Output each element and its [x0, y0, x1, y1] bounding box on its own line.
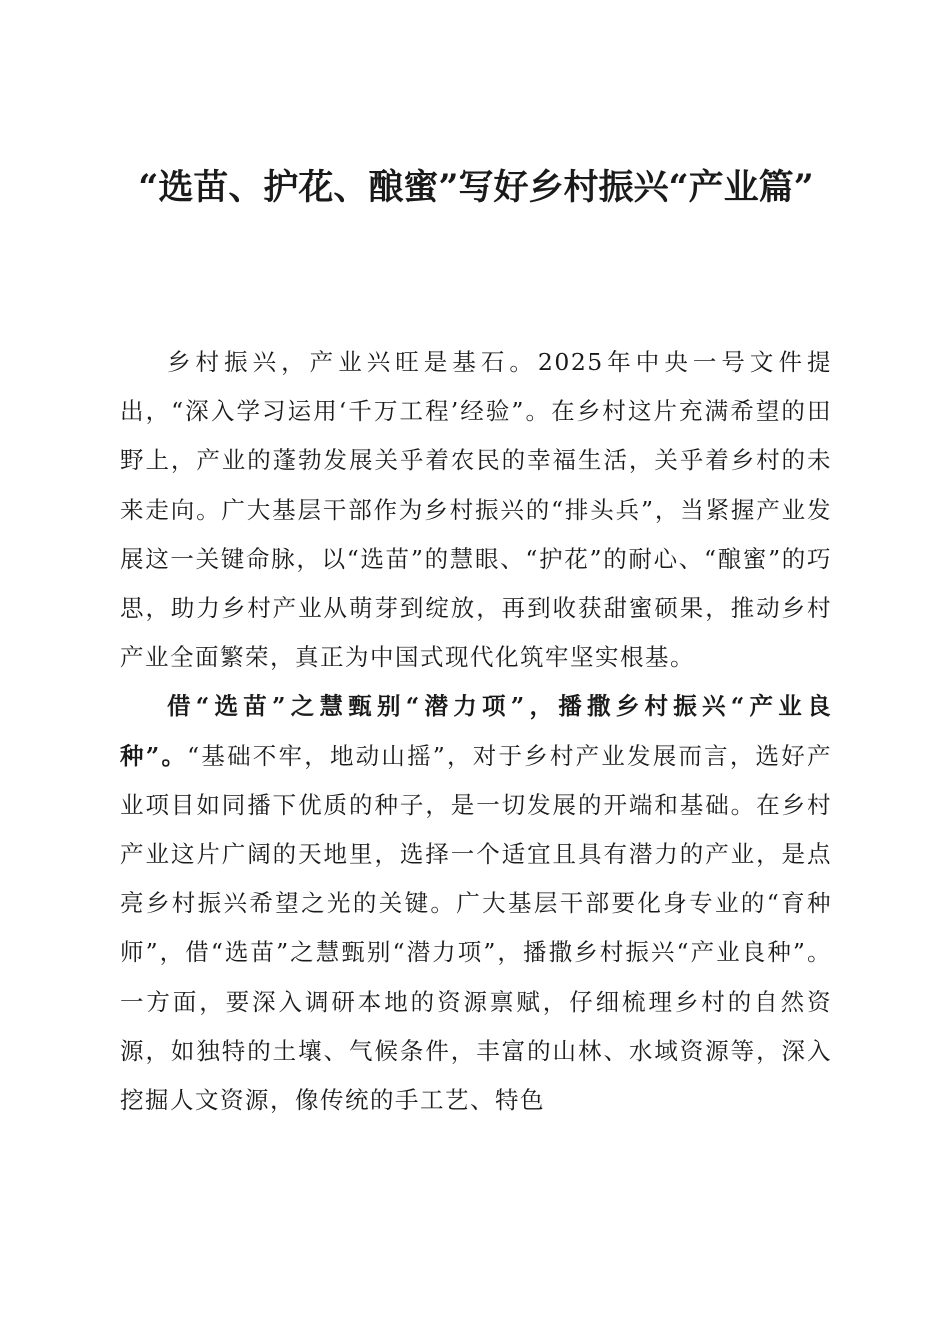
paragraph-intro [120, 338, 832, 682]
document-body [120, 338, 832, 1125]
document-title: “选苗、护花、酿蜜”写好乡村振兴“产业篇” [138, 167, 814, 208]
paragraph-section-1-text: “基础不牢，地动山摇”，对于乡村产业发展而言，选好产业项目如同播下优质的种子，是一切发展的开端和基础。在乡村产业这片广阔的天地里，选择一个适宜且具有潜力的产业，是点亮乡村振兴希望之光的关键。广大基层干部要化身专业的“育种师”，借“选苗”之慧甄别“潜力项”，播撒乡村振兴“产业良种”。一方面，要深入调研本地的资源禀赋，仔细梳理乡村的自然资源，如独特的土壤、气候条件，丰富的山林、水域资源等，深入挖掘人文资源，像传统的手工艺、特色 [120, 741, 832, 1115]
paragraph-intro-text: 乡村振兴，产业兴旺是基石。2025年中央一号文件提出，“深入学习运用‘千万工程’经验”。在乡村这片充满希望的田野上，产业的蓬勃发展关乎着农民的幸福生活，关乎着乡村的未来走向。广大基层干部作为乡村振兴的“排头兵”，当紧握产业发展这一关键命脉，以“选苗”的慧眼、“护花”的耐心、“酿蜜”的巧思，助力乡村产业从萌芽到绽放，再到收获甜蜜硕果，推动乡村产业全面繁荣，真正为中国式现代化筑牢坚实根基。 [120, 348, 832, 672]
section-1-heading: 借“选苗”之慧甄别“潜力项”，播撒乡村振兴“产业良种”。 [120, 692, 832, 770]
paragraph-section-1 [120, 682, 832, 1125]
